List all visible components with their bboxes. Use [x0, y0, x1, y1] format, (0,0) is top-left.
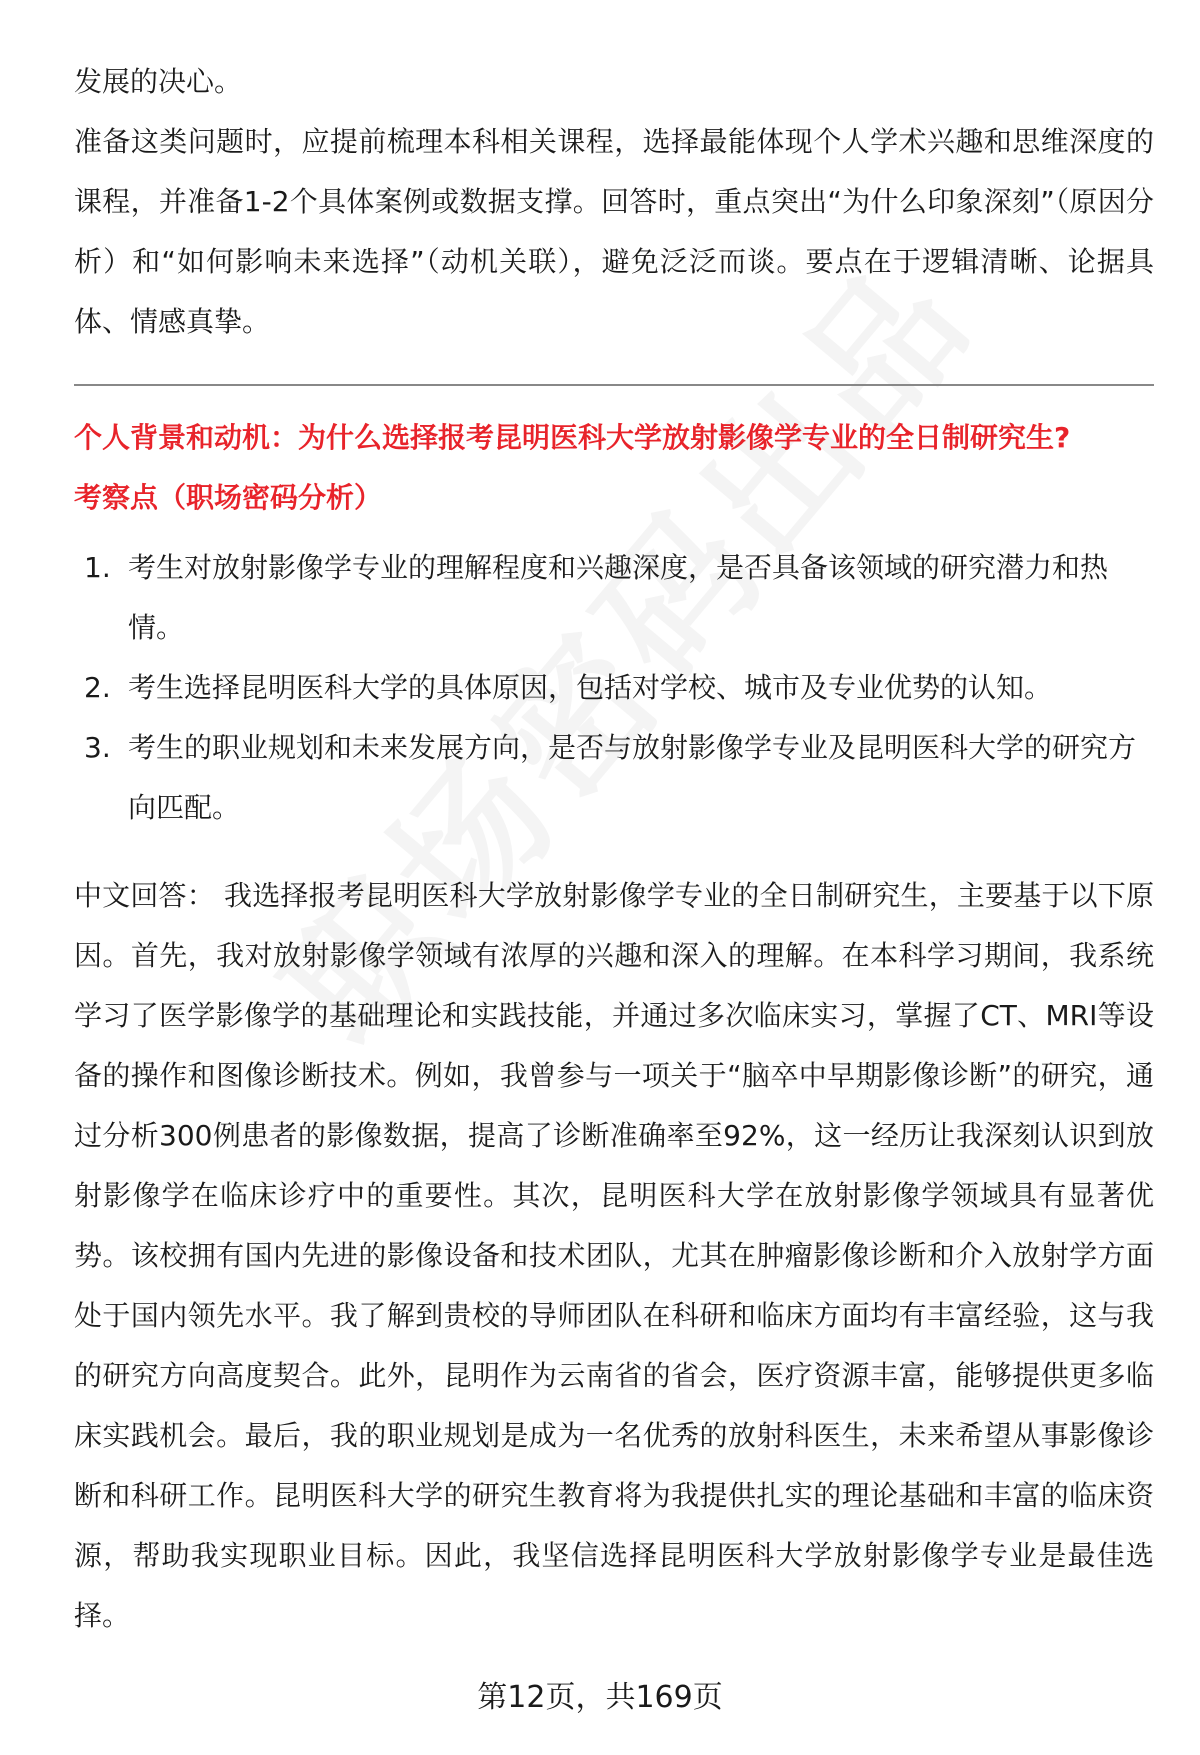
answer-paragraph: 中文回答： 我选择报考昆明医科大学放射影像学专业的全日制研究生，主要基于以下原因。首先，我对放射影像学领域有浓厚的兴趣和深入的理解。在本科学习期间，我系统学习了医学影像学的基础理论和实践技能，并通过多次临床实习，掌握了CT、MRI等设备的操作和图像诊断技术。例如，我曾参与一项关于“脑卒中早期影像诊断”的研究，通过分析300例患者的影像数据，提高了诊断准确率至92%，这一经历让我深刻认识到放射影像学在临床诊疗中的重要性。其次，昆明医科大学在放射影像学领域具有显著优势。该校拥有国内先进的影像设备和技术团队，尤其在肿瘤影像诊断和介入放射学方面处于国内领先水平。我了解到贵校的导师团队在科研和临床方面均有丰富经验，这与我的研究方向高度契合。此外，昆明作为云南省的省会，医疗资源丰富，能够提供更多临床实践机会。最后，我的职业规划是成为一名优秀的放射科医生，未来希望从事影像诊断和科研工作。昆明医科大学的研究生教育将为我提供扎实的理论基础和丰富的临床资源，帮助我实现职业目标。因此，我坚信选择昆明医科大学放射影像学专业是最佳选择。 [74, 879, 1154, 1632]
list-number: 2. [84, 671, 111, 704]
list-item [74, 658, 1154, 718]
page-content [74, 52, 1154, 1646]
list-item [74, 538, 1154, 658]
assessment-points-list [74, 538, 1154, 838]
intro-paragraph: 发展的决心。 [74, 65, 243, 98]
page-number: 第12页，共169页 [477, 1680, 723, 1715]
list-number: 3. [84, 731, 111, 764]
list-item-text: 考生的职业规划和未来发展方向，是否与放射影像学专业及昆明医科大学的研究方向匹配。 [128, 731, 1137, 824]
intro-paragraph: 准备这类问题时，应提前梳理本科相关课程，选择最能体现个人学术兴趣和思维深度的课程，并准备1-2个具体案例或数据支撑。回答时，重点突出“为什么印象深刻”（原因分析）和“如何影响未来选择”（动机关联），避免泛泛而谈。要点在于逻辑清晰、论据具体、情感真挚。 [74, 125, 1154, 338]
list-item [74, 718, 1154, 838]
section-divider [74, 384, 1154, 386]
list-item-text: 考生选择昆明医科大学的具体原因，包括对学校、城市及专业优势的认知。 [128, 671, 1053, 704]
question-title: 个人背景和动机：为什么选择报考昆明医科大学放射影像学专业的全日制研究生? [74, 421, 1071, 454]
list-number: 1. [84, 551, 111, 584]
section-title: 考察点（职场密码分析） [74, 481, 383, 514]
list-item-text: 考生对放射影像学专业的理解程度和兴趣深度，是否具备该领域的研究潜力和热情。 [128, 551, 1109, 644]
